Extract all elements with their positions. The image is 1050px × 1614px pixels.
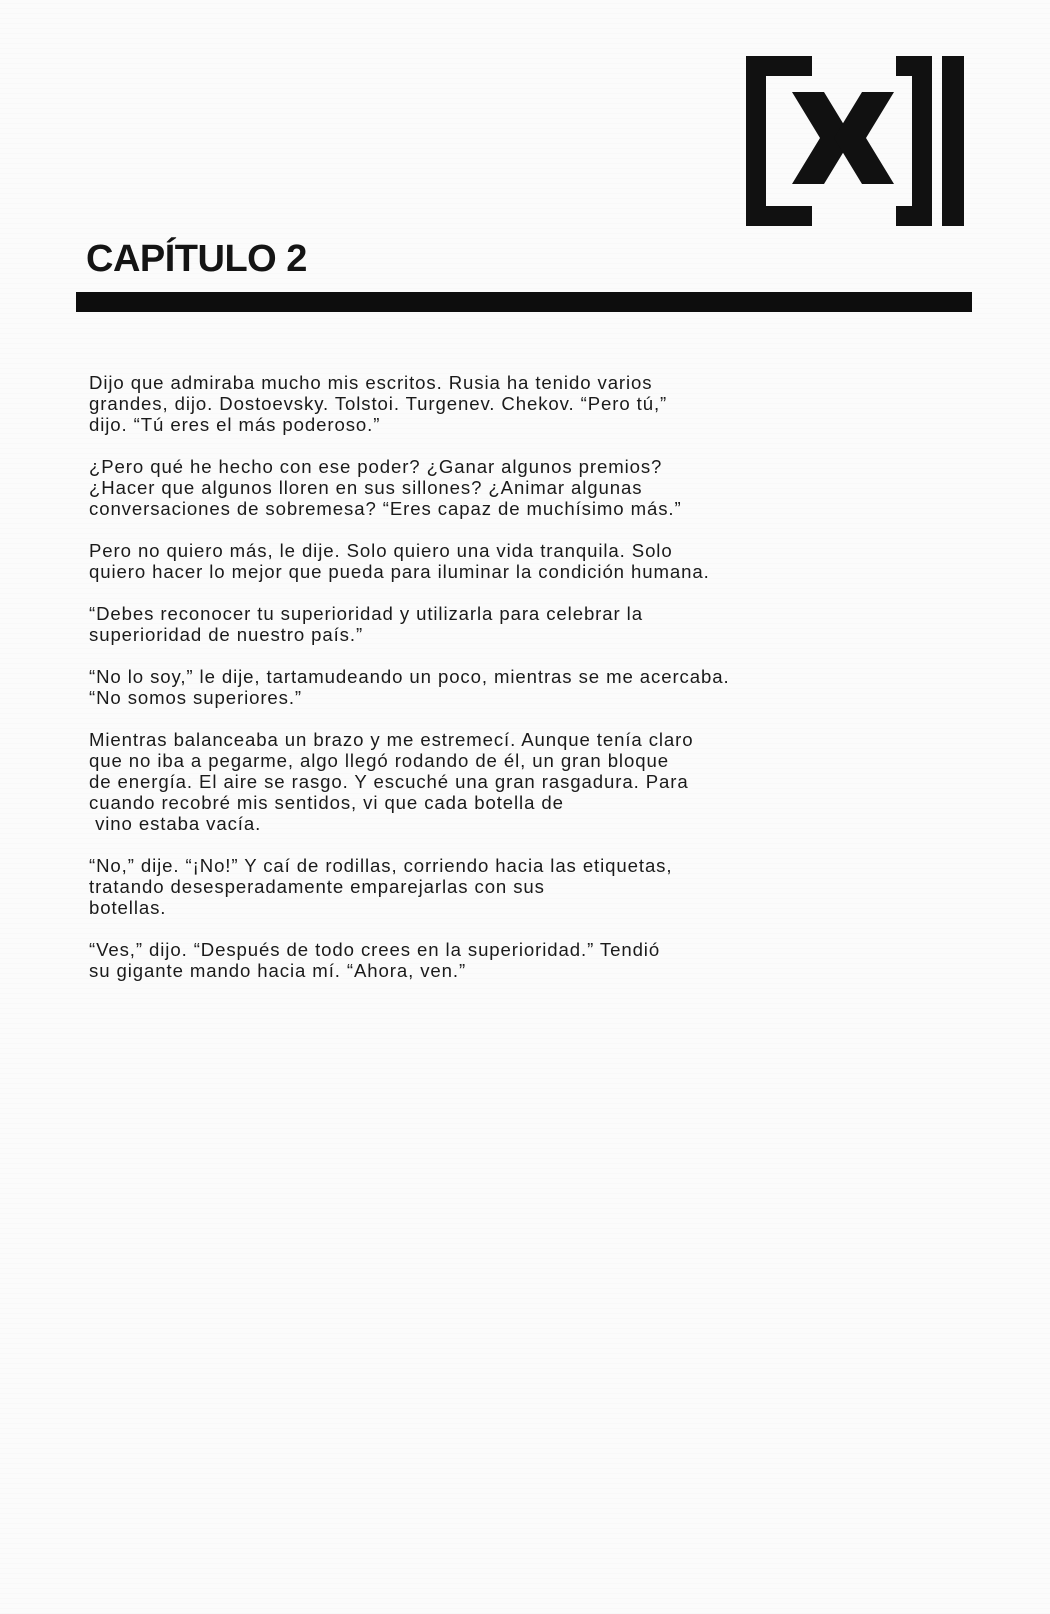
text-line: de energía. El aire se rasgo. Y escuché una gran rasgadura. Para bbox=[89, 771, 689, 792]
text-line: “No,” dije. “¡No!” Y caí de rodillas, corriendo hacia las etiquetas, bbox=[89, 855, 673, 876]
text-line: “Ves,” dijo. “Después de todo crees en la superioridad.” Tendió bbox=[89, 939, 661, 960]
paragraph bbox=[89, 456, 809, 519]
text-line: cuando recobré mis sentidos, vi que cada botella de bbox=[89, 792, 564, 813]
paragraph bbox=[89, 939, 809, 981]
bracket-x-logo-icon bbox=[746, 56, 964, 226]
text-line: grandes, dijo. Dostoevsky. Tolstoi. Turgenev. Chekov. “Pero tú,” bbox=[89, 393, 668, 414]
text-line: “No lo soy,” le dije, tartamudeando un poco, mientras se me acercaba. bbox=[89, 666, 730, 687]
text-line: Mientras balanceaba un brazo y me estremecí. Aunque tenía claro bbox=[89, 729, 694, 750]
paragraph bbox=[89, 540, 809, 582]
text-line: que no iba a pegarme, algo llegó rodando de él, un gran bloque bbox=[89, 750, 669, 771]
paragraph bbox=[89, 666, 809, 708]
paragraph bbox=[89, 855, 809, 918]
text-line: dijo. “Tú eres el más poderoso.” bbox=[89, 414, 381, 435]
text-line: Pero no quiero más, le dije. Solo quiero una vida tranquila. Solo bbox=[89, 540, 673, 561]
text-line: ¿Hacer que algunos lloren en sus sillones? ¿Animar algunas bbox=[89, 477, 643, 498]
text-line: vino estaba vacía. bbox=[89, 813, 262, 834]
text-line: ¿Pero qué he hecho con ese poder? ¿Ganar algunos premios? bbox=[89, 456, 663, 477]
chapter-title: CAPÍTULO 2 bbox=[86, 238, 307, 280]
text-line: quiero hacer lo mejor que pueda para iluminar la condición humana. bbox=[89, 561, 710, 582]
text-line: conversaciones de sobremesa? “Eres capaz de muchísimo más.” bbox=[89, 498, 682, 519]
chapter-body bbox=[89, 372, 809, 1002]
paragraph bbox=[89, 729, 809, 834]
text-line: “No somos superiores.” bbox=[89, 687, 303, 708]
text-line: su gigante mando hacia mí. “Ahora, ven.” bbox=[89, 960, 467, 981]
title-divider bbox=[76, 292, 972, 312]
text-line: tratando desesperadamente emparejarlas con sus bbox=[89, 876, 545, 897]
text-line: “Debes reconocer tu superioridad y utilizarla para celebrar la bbox=[89, 603, 643, 624]
text-line: Dijo que admiraba mucho mis escritos. Rusia ha tenido varios bbox=[89, 372, 653, 393]
paragraph bbox=[89, 372, 809, 435]
text-line: botellas. bbox=[89, 897, 167, 918]
paragraph bbox=[89, 603, 809, 645]
text-line: superioridad de nuestro país.” bbox=[89, 624, 364, 645]
